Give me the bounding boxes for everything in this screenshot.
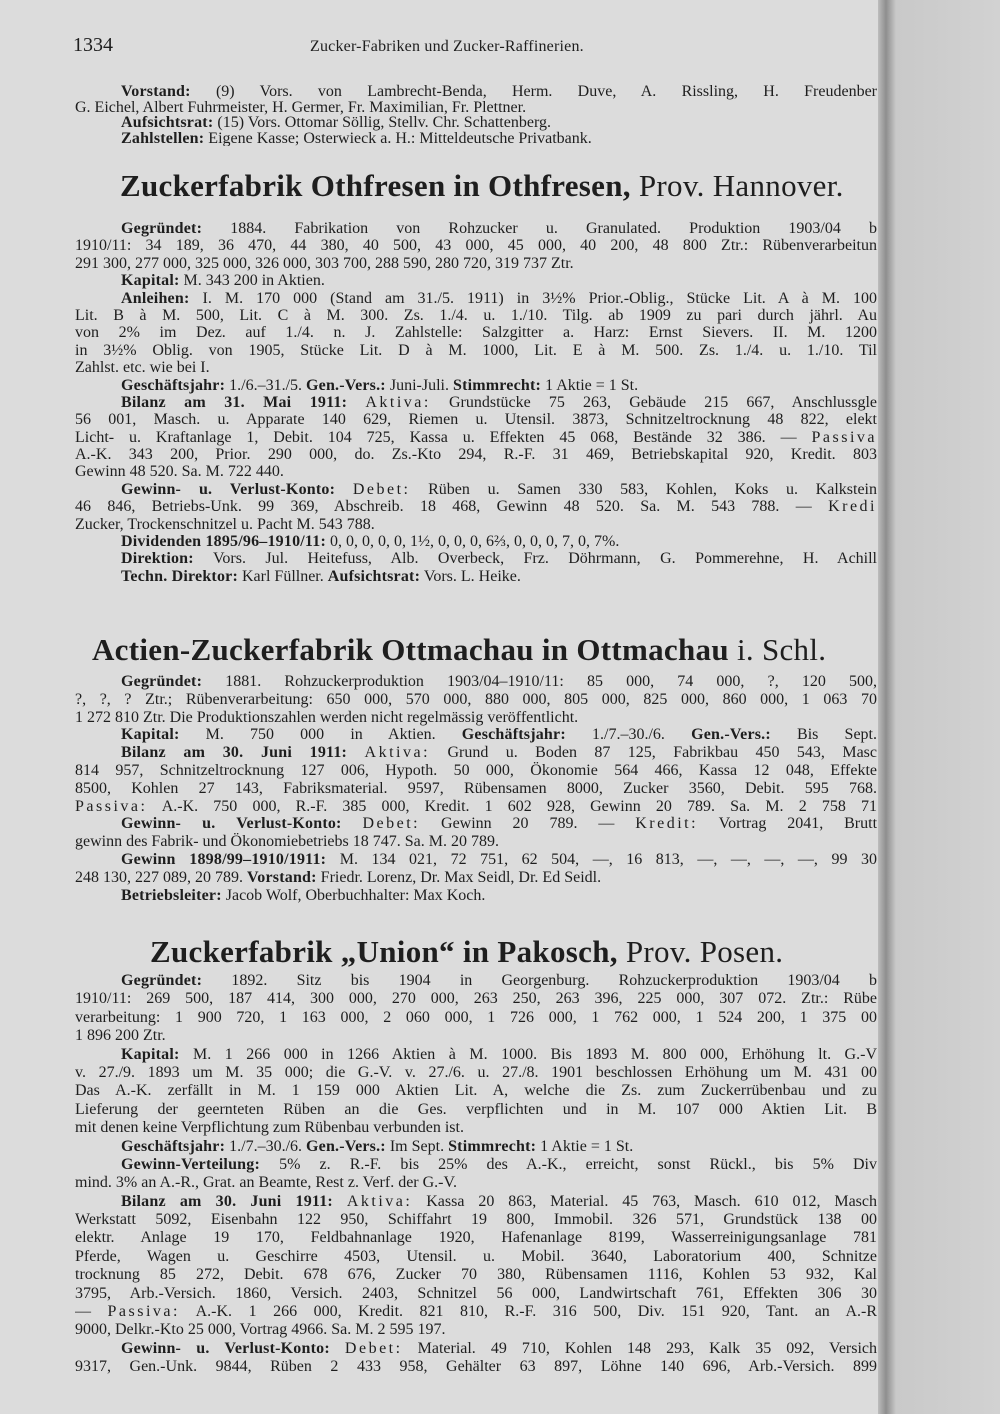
text-run: Lit. B à M. 500, Lit. C à M. 300. Zs. 1./4. u. 1./10. Tilg. ab 1909 zu pari durch jährl. Au	[75, 306, 877, 324]
text-run: mit denen keine Verpflichtung zum Rübenbau verbunden ist.	[75, 1119, 464, 1137]
text-line	[75, 1211, 877, 1229]
text-line	[75, 798, 877, 816]
text-line	[75, 498, 877, 515]
field-label: Gegründet:	[121, 673, 203, 690]
text-run: Kassa 20 863, Material. 45 763, Masch. 610 012, Masch	[412, 1192, 877, 1210]
field-label: Gen.-Vers.:	[691, 726, 771, 744]
text-line	[75, 691, 877, 709]
text-line	[75, 1340, 877, 1358]
text-run: 8500, Kohlen 27 143, Fabriksmaterial. 9597, Rübensamen 8000, Zucker 3560, Debit. 595 768.	[75, 779, 877, 797]
field-label: Geschäftsjahr:	[461, 726, 566, 744]
text-run: M. 134 021, 72 751, 62 504, —, 16 813, —, —, —, —, 99 30	[326, 850, 877, 868]
text-run: 1./6.–31./5.	[225, 376, 307, 394]
spaced-label: Debet:	[362, 815, 421, 833]
text-line	[75, 1193, 877, 1211]
field-label: Vorstand:	[247, 868, 317, 886]
field-label: Aufsichtsrat:	[121, 115, 214, 131]
text-run: 1./7.–30./6.	[565, 726, 692, 744]
text-line	[75, 463, 877, 480]
text-line	[75, 1229, 877, 1247]
text-run: Juni-Juli.	[385, 376, 453, 394]
text-line	[75, 100, 877, 116]
field-label: Gewinn 1898/99–1910/1911:	[121, 850, 327, 868]
spaced-label: Debet:	[352, 480, 411, 498]
text-run: ?, ?, ? Ztr.; Rübenverarbeitung: 650 000, 570 000, 880 000, 805 000, 825 000, 860 000, 1 063 70	[75, 690, 877, 708]
section-prev-entry-tail	[75, 84, 877, 146]
text-line	[75, 255, 877, 272]
text-run: gewinn des Fabrik- und Ökonomiebetriebs 18 747. Sa. M. 20 789.	[75, 833, 499, 851]
text-line	[75, 1248, 877, 1266]
text-line	[75, 1156, 877, 1174]
text-line	[75, 429, 877, 446]
heading-suffix: Prov. Hannover.	[638, 168, 844, 203]
field-label: Bilanz am 31. Mai 1911:	[121, 393, 348, 411]
text-run: (9) Vors. von Lambrecht-Benda, Herm. Duve, A. Rissling, H. Freudenber	[190, 84, 877, 100]
text-line	[75, 1358, 877, 1376]
field-label: Stimmrecht:	[452, 376, 542, 394]
text-run: Das A.-K. zerfällt in M. 1 159 000 Aktien Lit. A, welche die Zs. zum Zuckerrübenbau und zu	[75, 1082, 877, 1100]
text-run: in 3½% Oblig. von 1905, Stücke Lit. D à M. 1000, Lit. E à M. 500. Zs. 1./4. u. 1./10. Til	[75, 341, 877, 359]
text-run: Jacob Wolf, Oberbuchhalter: Max Koch.	[221, 886, 486, 904]
text-run: 1 896 200 Ztr.	[75, 1027, 166, 1045]
text-line	[75, 307, 877, 324]
text-line	[75, 568, 877, 585]
text-line	[75, 131, 877, 147]
text-run: Zahlst. etc. wie bei I.	[75, 359, 210, 377]
text-run: Vortrag 2041, Brutt	[698, 815, 877, 833]
text-line	[75, 972, 877, 990]
text-run: 0, 0, 0, 0, 0, 1½, 0, 0, 0, 6⅔, 0, 0, 0, 7, 0, 7%.	[325, 533, 620, 551]
text-run: Zucker, Trockenschnitzel u. Pacht M. 543 788.	[75, 515, 375, 533]
text-run: Licht- u. Kraftanlage 1, Debit. 104 725, Kassa u. Effekten 45 068, Bestände 32 386. —	[75, 428, 812, 446]
text-run	[335, 481, 353, 498]
text-line	[75, 815, 877, 833]
field-label: Gegründet:	[121, 972, 203, 989]
text-run: A.-K. 1 266 000, Kredit. 821 810, R.-F. 316 500, Div. 151 920, Tant. an A.-R	[179, 1303, 877, 1321]
text-run	[333, 1193, 347, 1210]
text-line	[75, 744, 877, 762]
text-line	[75, 84, 877, 100]
heading-main: Actien-Zuckerfabrik Ottmachau in Ottmachau	[92, 632, 729, 667]
text-line	[75, 1082, 877, 1100]
text-line	[75, 1046, 877, 1064]
text-line	[75, 1303, 877, 1321]
spaced-label: Aktiva:	[346, 1192, 413, 1210]
field-label: Gewinn- u. Verlust-Konto:	[121, 1339, 330, 1357]
field-label: Gewinn-Verteilung:	[121, 1155, 261, 1173]
field-label: Geschäftsjahr:	[121, 376, 226, 394]
text-run	[347, 744, 364, 761]
field-label: Techn. Direktor:	[121, 567, 238, 585]
text-run: —	[75, 1303, 108, 1321]
field-label: Gegründet:	[121, 220, 203, 237]
spaced-label: Passiva	[811, 428, 877, 446]
text-line	[75, 324, 877, 341]
text-line	[75, 780, 877, 798]
field-label: Gewinn- u. Verlust-Konto:	[121, 815, 342, 833]
text-line	[75, 115, 877, 131]
text-run: 814 957, Schnitzeltrocknung 127 006, Hypoth. 50 000, Ökonomie 564 466, Kassa 12 048, Effekte	[75, 761, 877, 779]
text-line	[75, 533, 877, 550]
section-ottmachau	[75, 673, 877, 904]
text-line	[75, 1027, 877, 1045]
text-run: 56 001, Masch. u. Apparate 140 629, Riemen u. Utensil. 3873, Schnitzeltrocknung 48 822, elekt	[75, 411, 877, 429]
field-label: Bilanz am 30. Juni 1911:	[121, 744, 348, 762]
text-line	[75, 394, 877, 411]
text-run: Karl Füllner.	[237, 567, 328, 585]
text-run: G. Eichel, Albert Fuhrmeister, H. Germer, Fr. Maximilian, Fr. Plettner.	[75, 99, 527, 116]
text-line	[75, 272, 877, 289]
text-run: Eigene Kasse; Osterwieck a. H.: Mitteldeutsche Privatbank.	[204, 130, 592, 147]
text-run: Im Sept.	[385, 1137, 449, 1155]
text-line	[75, 1009, 877, 1027]
text-run: Pferde, Wagen u. Geschirre 4503, Utensil. u. Mobil. 3640, Laboratorium 400, Schnitze	[75, 1247, 877, 1265]
text-run: Grundstücke 75 263, Gebäude 215 667, Anschlussgle	[430, 393, 877, 411]
text-run: Gewinn 20 789. —	[420, 815, 636, 833]
field-label: Direktion:	[121, 550, 194, 568]
text-run: 1884. Fabrikation von Rohzucker u. Granulated. Produktion 1903/04 b	[202, 220, 877, 237]
text-line	[75, 290, 877, 307]
text-run: Vors. Jul. Heitefuss, Alb. Overbeck, Frz. Döhrmann, G. Pommerehne, H. Achill	[193, 550, 877, 568]
company-heading-ottmachau	[92, 632, 826, 668]
text-run: A.-K. 750 000, R.-F. 385 000, Kredit. 1 602 928, Gewinn 20 789. Sa. M. 2 758 71	[147, 797, 877, 815]
text-line	[75, 481, 877, 498]
text-run: Gewinn 48 520. Sa. M. 722 440.	[75, 463, 284, 481]
next-page-edge	[878, 0, 1000, 1414]
text-run: A.-K. 343 200, Prior. 290 000, do. Zs.-Kto 294, R.-F. 31 469, Betriebskapital 920, Kredit. 803	[75, 446, 877, 464]
field-label: Kapital:	[121, 272, 180, 290]
text-line	[75, 1101, 877, 1119]
text-run	[330, 1340, 345, 1357]
spaced-label: Passiva:	[75, 797, 148, 815]
text-run: 1 272 810 Ztr. Die Produktionszahlen werden nicht regelmässig veröffentlicht.	[75, 708, 579, 726]
text-line	[75, 869, 877, 887]
company-heading-union	[150, 934, 783, 970]
text-run: 1 Aktie = 1 St.	[536, 1137, 634, 1155]
field-label: Kapital:	[121, 1045, 180, 1063]
text-line	[75, 726, 877, 744]
text-line	[75, 342, 877, 359]
text-run	[342, 815, 363, 832]
text-line	[75, 550, 877, 567]
running-title: Zucker-Fabriken und Zucker-Raffinerien.	[310, 38, 584, 55]
text-run: M. 1 266 000 in 1266 Aktien à M. 1000. Bis 1893 M. 800 000, Erhöhung lt. G.-V	[179, 1045, 877, 1063]
text-run: 1910/11: 269 500, 187 414, 300 000, 270 000, 263 250, 263 396, 225 000, 307 072. Ztr.: Rübe	[75, 990, 877, 1008]
text-run: verarbeitung: 1 900 720, 1 163 000, 2 060 000, 1 726 000, 1 762 000, 1 524 200, 1 375 00	[75, 1008, 877, 1026]
company-heading-othfresen	[120, 168, 844, 204]
text-line	[75, 887, 877, 905]
field-label: Kapital:	[121, 726, 180, 744]
page-number: 1334	[73, 34, 113, 56]
text-line	[75, 1064, 877, 1082]
text-run: Material. 49 710, Kohlen 148 293, Kalk 35 092, Versich	[402, 1339, 877, 1357]
text-line	[75, 516, 877, 533]
text-run: von 2% im Dez. auf 1./4. n. J. Zahlstelle: Salzgitter a. Harz: Ernst Sievers. II. M. 1200	[75, 324, 877, 342]
spaced-label: Aktiva:	[365, 393, 431, 411]
text-line	[75, 1266, 877, 1284]
heading-main: Zuckerfabrik „Union“ in Pakosch,	[150, 934, 618, 969]
text-line	[75, 709, 877, 727]
text-run: 9000, Delkr.-Kto 25 000, Vortrag 4966. Sa. M. 2 595 197.	[75, 1321, 446, 1339]
text-run: 291 300, 277 000, 325 000, 326 000, 303 700, 288 590, 280 720, 319 737 Ztr.	[75, 254, 574, 272]
text-run: (15) Vors. Ottomar Söllig, Stellv. Chr. Schattenberg.	[213, 115, 551, 131]
text-line	[75, 990, 877, 1008]
spaced-label: Aktiva:	[364, 744, 431, 762]
text-run: trocknung 85 272, Debit. 678 676, Zucker 70 380, Rübensamen 1116, Kohlen 53 932, Kal	[75, 1266, 877, 1284]
text-run: Werkstatt 5092, Eisenbahn 122 950, Schiffahrt 19 800, Immobil. 326 571, Grundstück 138 00	[75, 1211, 877, 1229]
text-line	[75, 446, 877, 463]
text-line	[75, 833, 877, 851]
text-run: Grund u. Boden 87 125, Fabrikbau 450 543, Masc	[430, 744, 877, 762]
field-label: Gen.-Vers.:	[306, 1137, 386, 1155]
text-line	[75, 377, 877, 394]
heading-suffix: Prov. Posen.	[625, 934, 784, 969]
field-label: Stimmrecht:	[448, 1137, 537, 1155]
text-line	[75, 220, 877, 237]
text-run: 3795, Arb.-Versich. 1860, Versich. 2403, Schnitzel 56 000, Landwirtschaft 761, Effekten 306 30	[75, 1284, 877, 1302]
section-union	[75, 972, 877, 1377]
text-run: 1881. Rohzuckerproduktion 1903/04–1910/11: 85 000, 74 000, ?, 120 500,	[202, 673, 877, 690]
field-label: Zahlstellen:	[121, 130, 205, 147]
text-run: elektr. Anlage 19 170, Feldbahnanlage 1920, Hafenanlage 8199, Wasserreinigungsanlage 781	[75, 1229, 877, 1247]
text-run: 9317, Gen.-Unk. 9844, Rüben 2 433 958, Gehälter 63 897, Löhne 140 696, Arb.-Versich. 899	[75, 1358, 877, 1376]
text-run: 248 130, 227 089, 20 789.	[75, 868, 247, 886]
text-run: mind. 3% an A.-R., Grat. an Beamte, Rest z. Verf. der G.-V.	[75, 1174, 457, 1192]
text-line	[75, 1138, 877, 1156]
text-run: v. 27./9. 1893 um M. 35 000; die G.-V. v. 27./6. u. 27./8. 1901 beschlossen Erhöhung um M. 431 00	[75, 1063, 877, 1081]
text-run: 1892. Sitz bis 1904 in Georgenburg. Rohzuckerproduktion 1903/04 b	[202, 972, 877, 989]
spaced-label: Debet:	[344, 1339, 403, 1357]
text-line	[75, 851, 877, 869]
text-run: I. M. 170 000 (Stand am 31./5. 1911) in 3½% Prior.-Oblig., Stücke Lit. A à M. 100	[189, 289, 877, 307]
field-label: Gewinn- u. Verlust-Konto:	[121, 480, 336, 498]
spaced-label: Kredi	[828, 498, 877, 516]
section-othfresen	[75, 220, 877, 585]
text-line	[75, 359, 877, 376]
text-run: Lieferung der geernteten Rüben an die Ges. verpflichten und in M. 107 000 Aktien Lit. B	[75, 1100, 877, 1118]
text-line	[75, 762, 877, 780]
text-line	[75, 237, 877, 254]
text-run: 46 846, Betriebs-Unk. 99 369, Abschreib. 18 468, Gewinn 48 520. Sa. M. 543 788. —	[75, 498, 829, 516]
text-line	[75, 1119, 877, 1137]
field-label: Dividenden 1895/96–1910/11:	[121, 533, 326, 551]
text-line	[75, 1174, 877, 1192]
field-label: Betriebsleiter:	[121, 886, 222, 904]
text-run: 5% z. R.-F. bis 25% des A.-K., erreicht, sonst Rückl., bis 5% Div	[260, 1155, 877, 1173]
text-line	[75, 673, 877, 691]
text-run	[347, 394, 365, 411]
text-run: M. 343 200 in Aktien.	[179, 272, 325, 290]
heading-suffix: i. Schl.	[736, 632, 827, 667]
heading-main: Zuckerfabrik Othfresen in Othfresen,	[120, 168, 631, 203]
spaced-label: Kredit:	[635, 815, 699, 833]
text-run: 1./7.–30./6.	[225, 1137, 307, 1155]
field-label: Gen.-Vers.:	[306, 376, 386, 394]
text-run: Vors. L. Heike.	[420, 567, 521, 585]
text-run: 1 Aktie = 1 St.	[541, 376, 639, 394]
spaced-label: Passiva:	[107, 1303, 180, 1321]
text-line	[75, 411, 877, 428]
text-run: M. 750 000 in Aktien.	[179, 726, 462, 744]
field-label: Geschäftsjahr:	[121, 1137, 226, 1155]
field-label: Bilanz am 30. Juni 1911:	[121, 1192, 333, 1210]
text-line	[75, 1285, 877, 1303]
text-run: 1910/11: 34 189, 36 470, 44 380, 40 500, 43 000, 45 000, 40 200, 48 800 Ztr.: Rübenverarbeitun	[75, 237, 877, 255]
field-label: Vorstand:	[121, 84, 191, 100]
text-run: Rüben u. Samen 330 583, Kohlen, Koks u. Kalkstein	[410, 480, 877, 498]
field-label: Aufsichtsrat:	[327, 567, 421, 585]
text-run: Bis Sept.	[770, 726, 877, 744]
field-label: Anleihen:	[121, 289, 190, 307]
text-run: Friedr. Lorenz, Dr. Max Seidl, Dr. Ed Seidl.	[316, 868, 602, 886]
text-line	[75, 1321, 877, 1339]
